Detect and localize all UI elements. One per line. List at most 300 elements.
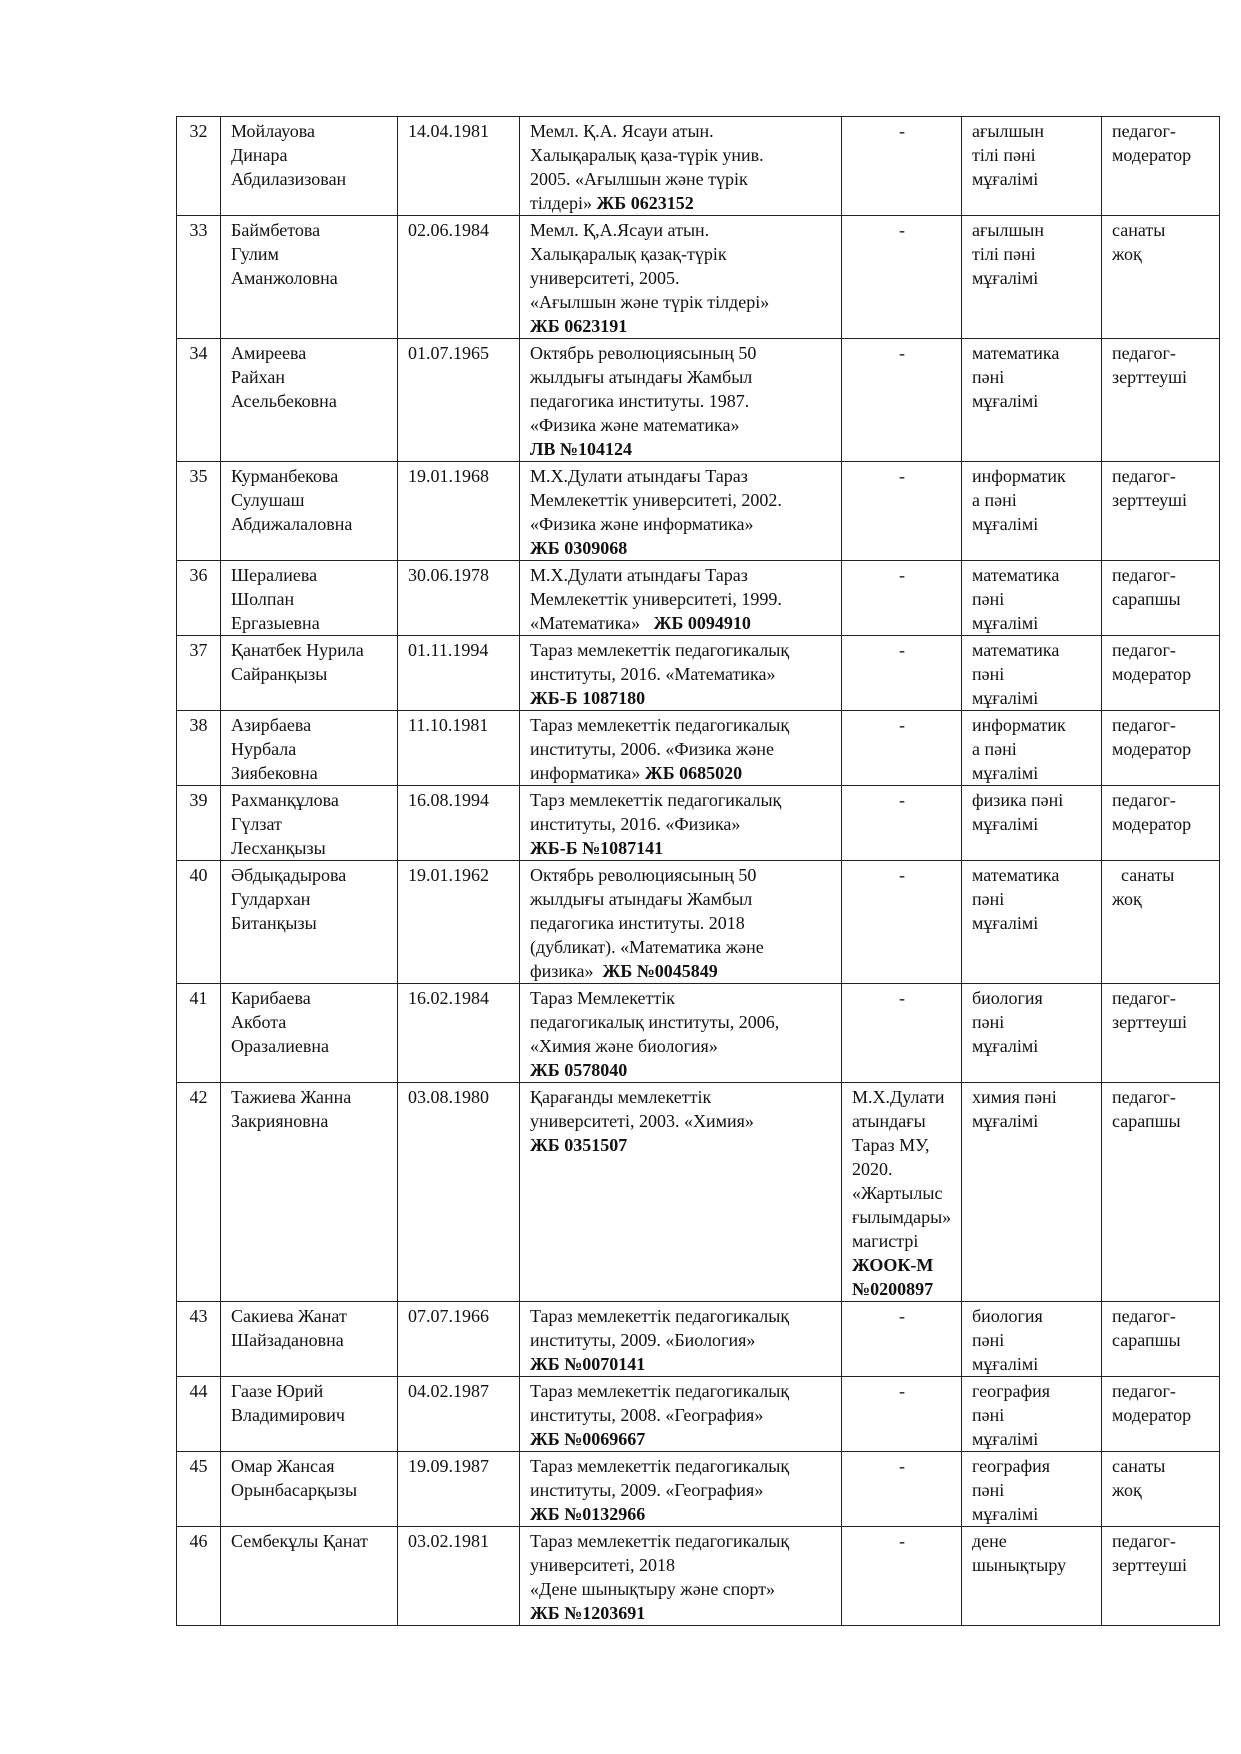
education-line [530, 437, 831, 461]
qualification-category [1102, 1083, 1220, 1302]
subject-teacher [962, 1452, 1102, 1527]
cell-line: педагог- [1112, 1306, 1176, 1326]
cell-line: - [899, 565, 905, 585]
staff-table-body [177, 117, 1220, 1626]
masters-degree [842, 636, 962, 711]
cell-line: Әбдықадырова [231, 865, 347, 885]
diploma-number: ЖБ №0070141 [530, 1354, 646, 1374]
education-text: педагогика институты. 1987. [530, 391, 750, 411]
cell-line: Закрияновна [231, 1111, 329, 1131]
education-text: Тараз мемлекеттік педагогикалық [530, 1531, 790, 1551]
diploma-number: ЖБ №0069667 [530, 1429, 646, 1449]
education-text: Тараз мемлекеттік педагогикалық [530, 1306, 790, 1326]
row-number: 44 [177, 1377, 221, 1452]
table-row [177, 984, 1220, 1083]
cell-line: модератор [1112, 664, 1192, 684]
cell-line: зерттеуші [1112, 1012, 1187, 1032]
education-line [530, 1379, 831, 1403]
cell-line: Лесханқызы [231, 838, 326, 858]
education-line [530, 1478, 831, 1502]
masters-degree [842, 1083, 962, 1302]
qualification-category [1102, 1527, 1220, 1626]
cell-line: педагог- [1112, 1531, 1176, 1551]
cell-line: Асельбековна [231, 391, 337, 411]
cell-line: мұғалімі [972, 514, 1039, 534]
row-number: 39 [177, 786, 221, 861]
cell-line: - [899, 466, 905, 486]
education-text: университеті, 2005. [530, 268, 680, 288]
qualification-category [1102, 561, 1220, 636]
education-line [530, 1058, 831, 1082]
cell-line: мұғалімі [972, 613, 1039, 633]
education-text: Тарз мемлекеттік педагогикалық [530, 790, 782, 810]
row-number: 37 [177, 636, 221, 711]
cell-line: модератор [1112, 739, 1192, 759]
subject-teacher [962, 711, 1102, 786]
education-text: Октябрь революциясының 50 [530, 865, 757, 885]
cell-line: Оразалиевна [231, 1036, 329, 1056]
education-line [530, 662, 831, 686]
cell-line: Абдижалаловна [231, 514, 353, 534]
cell-line: сарапшы [1112, 1330, 1181, 1350]
cell-line: педагог- [1112, 1087, 1176, 1107]
cell-line: ағылшын [972, 220, 1045, 240]
birth-date: 30.06.1978 [398, 561, 520, 636]
education-text: информатика» [530, 763, 645, 783]
education-line [530, 638, 831, 662]
cell-line: жоқ [1112, 889, 1142, 909]
education-line [530, 959, 831, 983]
cell-line: Тажиева Жанна [231, 1087, 352, 1107]
education-text: институты, 2006. «Физика және [530, 739, 774, 759]
table-row [177, 117, 1220, 216]
row-number: 38 [177, 711, 221, 786]
table-row [177, 711, 1220, 786]
cell-line: Шералиева [231, 565, 318, 585]
cell-line: зерттеуші [1112, 367, 1187, 387]
staff-table [176, 116, 1220, 1626]
education-text: М.Х.Дулати атындағы Тараз [530, 565, 748, 585]
cell-line: пәні [972, 889, 1005, 909]
education-line [530, 167, 831, 191]
cell-line: Сембекұлы Қанат [231, 1531, 368, 1551]
masters-degree [842, 984, 962, 1083]
education-line [530, 1010, 831, 1034]
masters-degree [842, 1527, 962, 1626]
teacher-name [221, 984, 398, 1083]
cell-line: география [972, 1381, 1051, 1401]
birth-date: 11.10.1981 [398, 711, 520, 786]
cell-line: пәні [972, 367, 1005, 387]
cell-line: Зиябековна [231, 763, 318, 783]
table-row [177, 1083, 1220, 1302]
education-text: институты, 2016. «Математика» [530, 664, 776, 684]
cell-line: пәні [972, 1012, 1005, 1032]
education-text: Тараз мемлекеттік педагогикалық [530, 715, 790, 735]
cell-line: биология [972, 988, 1043, 1008]
masters-degree [842, 786, 962, 861]
cell-line: география [972, 1456, 1051, 1476]
education-text: педагогика институты. 2018 [530, 913, 745, 933]
qualification-category [1102, 636, 1220, 711]
cell-line: педагог- [1112, 715, 1176, 735]
education-line [530, 341, 831, 365]
education [520, 786, 842, 861]
teacher-name [221, 339, 398, 462]
education-line [530, 1085, 831, 1109]
diploma-number: ЖБ-Б 1087180 [530, 688, 646, 708]
diploma-number: ЖБ 0578040 [530, 1060, 628, 1080]
table-row [177, 216, 1220, 339]
education-text: Тараз мемлекеттік педагогикалық [530, 1381, 790, 1401]
cell-line: Шолпан [231, 589, 295, 609]
education-text: «Физика және информатика» [530, 514, 754, 534]
education-line [530, 812, 831, 836]
row-number: 43 [177, 1302, 221, 1377]
education-text: Мемлекеттік университеті, 2002. [530, 490, 782, 510]
education-line [530, 488, 831, 512]
education-line [530, 935, 831, 959]
education [520, 861, 842, 984]
subject-teacher [962, 1527, 1102, 1626]
cell-line: мұғалімі [972, 913, 1039, 933]
education-text: «Химия және биология» [530, 1036, 718, 1056]
diploma-number: ЖБ №1203691 [530, 1603, 646, 1623]
education-text: Тараз мемлекеттік педагогикалық [530, 1456, 790, 1476]
education-text: институты, 2009. «Биология» [530, 1330, 756, 1350]
cell-line: Азирбаева [231, 715, 312, 735]
education-line [530, 1601, 831, 1625]
education-line [530, 1304, 831, 1328]
cell-line: сарапшы [1112, 1111, 1181, 1131]
education-text: «Дене шынықтыру және спорт» [530, 1579, 776, 1599]
table-row [177, 1377, 1220, 1452]
cell-line: пәні [972, 589, 1005, 609]
row-number: 41 [177, 984, 221, 1083]
teacher-name [221, 1527, 398, 1626]
cell-line: информатик [972, 466, 1066, 486]
diploma-number: ЖБ-Б №1087141 [530, 838, 664, 858]
cell-line: мұғалімі [972, 1036, 1039, 1056]
teacher-name [221, 1302, 398, 1377]
education-text: (дубликат). «Математика және [530, 937, 764, 957]
qualification-category [1102, 1452, 1220, 1527]
diploma-number: ЖБ 0623191 [530, 316, 628, 336]
education-line [530, 1352, 831, 1376]
education-line [530, 266, 831, 290]
birth-date: 14.04.1981 [398, 117, 520, 216]
diploma-number: ЛВ №104124 [530, 439, 633, 459]
masters-degree [842, 711, 962, 786]
education-line [530, 464, 831, 488]
education-line [530, 1109, 831, 1133]
qualification-category [1102, 117, 1220, 216]
education [520, 462, 842, 561]
education-line [530, 863, 831, 887]
cell-line: «Жартылыс [852, 1183, 943, 1203]
cell-line: пәні [972, 1480, 1005, 1500]
diploma-number: ЖБ 0623152 [596, 193, 694, 213]
education [520, 636, 842, 711]
education-text: М.Х.Дулати атындағы Тараз [530, 466, 748, 486]
subject-teacher [962, 561, 1102, 636]
cell-line: Карибаева [231, 988, 311, 1008]
education-text: Мемлекеттік университеті, 1999. [530, 589, 782, 609]
cell-line: санаты [1112, 1456, 1166, 1476]
row-number: 32 [177, 117, 221, 216]
education-text: институты, 2016. «Физика» [530, 814, 741, 834]
masters-degree [842, 861, 962, 984]
subject-teacher [962, 1377, 1102, 1452]
education-line [530, 587, 831, 611]
cell-line: - [899, 1456, 905, 1476]
qualification-category [1102, 339, 1220, 462]
cell-line: шынықтыру [972, 1555, 1067, 1575]
cell-line: пәні [972, 664, 1005, 684]
education [520, 1302, 842, 1377]
teacher-name [221, 1377, 398, 1452]
cell-line: мұғалімі [972, 1504, 1039, 1524]
subject-teacher [962, 984, 1102, 1083]
education-line [530, 737, 831, 761]
cell-line: мұғалімі [972, 1111, 1039, 1131]
qualification-category [1102, 462, 1220, 561]
table-row [177, 1452, 1220, 1527]
cell-line: Омар Жансая [231, 1456, 335, 1476]
cell-line: Баймбетова [231, 220, 321, 240]
teacher-name [221, 636, 398, 711]
teacher-name [221, 1083, 398, 1302]
education-text: тілдері» [530, 193, 597, 213]
masters-degree [842, 1302, 962, 1377]
cell-line: магистрі [852, 1231, 919, 1251]
cell-line: Аманжоловна [231, 268, 338, 288]
cell-line: сарапшы [1112, 589, 1181, 609]
table-row [177, 1302, 1220, 1377]
subject-teacher [962, 216, 1102, 339]
qualification-category [1102, 1302, 1220, 1377]
education-text: жылдығы атындағы Жамбыл [530, 889, 753, 909]
cell-line: Абдилазизован [231, 169, 347, 189]
cell-line: Гүлзат [231, 814, 282, 834]
masters-degree [842, 561, 962, 636]
education [520, 216, 842, 339]
cell-line: Рахманқұлова [231, 790, 339, 810]
teacher-name [221, 117, 398, 216]
cell-line: педагог- [1112, 121, 1176, 141]
education-line [530, 1427, 831, 1451]
cell-line: мұғалімі [972, 688, 1039, 708]
education-text: жылдығы атындағы Жамбыл [530, 367, 753, 387]
education-text: «Ағылшын және түрік тілдері» [530, 292, 770, 312]
education-line [530, 1034, 831, 1058]
cell-line: атындағы [852, 1111, 926, 1131]
education-line [530, 1502, 831, 1526]
row-number: 33 [177, 216, 221, 339]
cell-line: - [899, 220, 905, 240]
education-line [530, 365, 831, 389]
cell-line: ғылымдары» [852, 1207, 952, 1227]
cell-line: М.Х.Дулати [852, 1087, 945, 1107]
birth-date: 07.07.1966 [398, 1302, 520, 1377]
cell-line: Гаазе Юрий [231, 1381, 324, 1401]
cell-line: Курманбекова [231, 466, 339, 486]
education-line [530, 119, 831, 143]
education-line [530, 836, 831, 860]
cell-line: Мойлауова [231, 121, 316, 141]
row-number: 46 [177, 1527, 221, 1626]
birth-date: 16.02.1984 [398, 984, 520, 1083]
subject-teacher [962, 1302, 1102, 1377]
table-row [177, 339, 1220, 462]
cell-line: - [899, 343, 905, 363]
education [520, 1527, 842, 1626]
birth-date: 03.08.1980 [398, 1083, 520, 1302]
education-text: Тараз мемлекеттік педагогикалық [530, 640, 790, 660]
cell-line: Қанатбек Нурила [231, 640, 364, 660]
birth-date: 16.08.1994 [398, 786, 520, 861]
cell-line: мұғалімі [972, 391, 1039, 411]
diploma-number: ЖБ 0685020 [644, 763, 743, 783]
birth-date: 03.02.1981 [398, 1527, 520, 1626]
cell-line: химия пәні [972, 1087, 1057, 1107]
education [520, 561, 842, 636]
cell-line: пәні [972, 1330, 1005, 1350]
row-number: 42 [177, 1083, 221, 1302]
cell-line: ағылшын [972, 121, 1045, 141]
birth-date: 02.06.1984 [398, 216, 520, 339]
education-line [530, 1454, 831, 1478]
cell-line: Шайзадановна [231, 1330, 344, 1350]
education-text: университеті, 2003. «Химия» [530, 1111, 754, 1131]
education-line [530, 611, 831, 635]
education [520, 339, 842, 462]
education-text: Октябрь революциясының 50 [530, 343, 757, 363]
cell-line: тілі пәні [972, 145, 1036, 165]
education-line [530, 1553, 831, 1577]
education-line [530, 1133, 831, 1157]
education-line [530, 1529, 831, 1553]
education-line [530, 1403, 831, 1427]
cell-line: математика [972, 640, 1060, 660]
education-line [530, 242, 831, 266]
cell-line: а пәні [972, 490, 1017, 510]
education-line [530, 686, 831, 710]
education-line [530, 986, 831, 1010]
cell-line: жоқ [1112, 1480, 1142, 1500]
cell-line: Динара [231, 145, 288, 165]
cell-line: - [899, 640, 905, 660]
cell-line: Сайранқызы [231, 664, 328, 684]
cell-line: Битанқызы [231, 913, 317, 933]
education-line [530, 911, 831, 935]
masters-degree [842, 1452, 962, 1527]
cell-line: мұғалімі [972, 763, 1039, 783]
table-row [177, 561, 1220, 636]
education [520, 1377, 842, 1452]
table-row [177, 636, 1220, 711]
cell-line: педагог- [1112, 466, 1176, 486]
cell-line: дене [972, 1531, 1007, 1551]
table-row [177, 1527, 1220, 1626]
education-text: Халықаралық қазақ-түрік [530, 244, 727, 264]
teacher-name [221, 786, 398, 861]
education-text: «Физика және математика» [530, 415, 740, 435]
education [520, 1452, 842, 1527]
subject-teacher [962, 117, 1102, 216]
table-row [177, 462, 1220, 561]
cell-line: - [899, 1381, 905, 1401]
cell-line: - [899, 1531, 905, 1551]
education-line [530, 563, 831, 587]
cell-line: мұғалімі [972, 268, 1039, 288]
education-text: институты, 2008. «География» [530, 1405, 764, 1425]
cell-line: математика [972, 343, 1060, 363]
row-number: 34 [177, 339, 221, 462]
education-text: Халықаралық қаза-түрік унив. [530, 145, 764, 165]
teacher-name [221, 462, 398, 561]
teacher-name [221, 561, 398, 636]
subject-teacher [962, 861, 1102, 984]
education-text: физика» [530, 961, 603, 981]
cell-line: жоқ [1112, 244, 1142, 264]
cell-line: биология [972, 1306, 1043, 1326]
subject-teacher [962, 462, 1102, 561]
cell-line: Нурбала [231, 739, 297, 759]
table-row [177, 786, 1220, 861]
cell-line: зерттеуші [1112, 490, 1187, 510]
education-text: Мемл. Қ.А. Ясауи атын. [530, 121, 714, 141]
qualification-category [1102, 711, 1220, 786]
education-line [530, 143, 831, 167]
cell-line: Акбота [231, 1012, 287, 1032]
qualification-category [1102, 1377, 1220, 1452]
cell-line: тілі пәні [972, 244, 1036, 264]
row-number: 40 [177, 861, 221, 984]
qualification-category [1102, 861, 1220, 984]
birth-date: 19.09.1987 [398, 1452, 520, 1527]
cell-line: санаты [1112, 220, 1166, 240]
cell-line: педагог- [1112, 1381, 1176, 1401]
row-number: 36 [177, 561, 221, 636]
teacher-name [221, 861, 398, 984]
cell-line: Сакиева Жанат [231, 1306, 347, 1326]
masters-degree [842, 1377, 962, 1452]
cell-line: - [899, 715, 905, 735]
diploma-number: ЖБ №0045849 [602, 961, 718, 981]
birth-date: 04.02.1987 [398, 1377, 520, 1452]
cell-line: модератор [1112, 145, 1192, 165]
education-line [530, 413, 831, 437]
qualification-category [1102, 984, 1220, 1083]
education [520, 711, 842, 786]
diploma-number: ЖООК-М [852, 1255, 934, 1275]
subject-teacher [962, 339, 1102, 462]
cell-line: педагог- [1112, 790, 1176, 810]
cell-line: Ергазыевна [231, 613, 320, 633]
cell-line: педагог- [1112, 640, 1176, 660]
education-line [530, 788, 831, 812]
subject-teacher [962, 1083, 1102, 1302]
birth-date: 19.01.1962 [398, 861, 520, 984]
cell-line: Владимирович [231, 1405, 345, 1425]
row-number: 45 [177, 1452, 221, 1527]
table-row [177, 861, 1220, 984]
cell-line: педагог- [1112, 988, 1176, 1008]
cell-line: Сулушаш [231, 490, 305, 510]
cell-line: а пәні [972, 739, 1017, 759]
cell-line: санаты [1112, 865, 1175, 885]
